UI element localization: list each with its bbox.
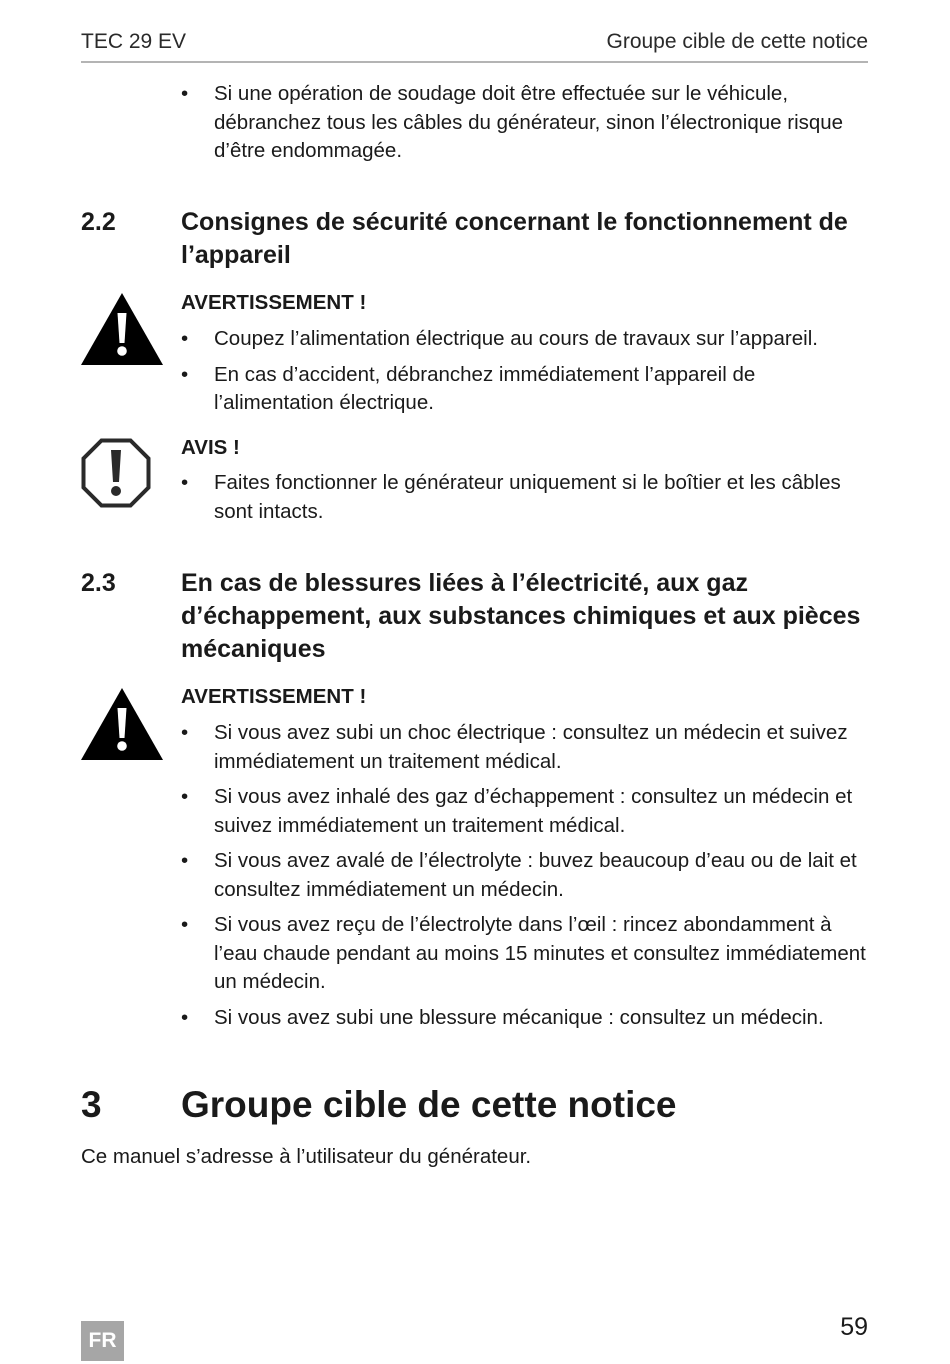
list-item: • Si vous avez reçu de l’électrolyte dans l’œil : rincez abondamment à l’eau chaude pendant au moins 15 minutes et consultez immédiatement un médecin. (181, 911, 871, 997)
warning-label: AVERTISSEMENT ! (181, 291, 367, 314)
page-header (81, 30, 868, 63)
list-item: • Faites fonctionner le générateur uniquement si le boîtier et les câbles sont intacts. (181, 469, 871, 526)
list-item: • Si vous avez avalé de l’électrolyte : buvez beaucoup d’eau ou de lait et consultez immédiatement un médecin. (181, 847, 871, 904)
language-badge: FR (81, 1321, 124, 1361)
warning-triangle-icon (81, 293, 163, 365)
list-item: • En cas d’accident, débranchez immédiatement l’appareil de l’alimentation électrique. (181, 361, 871, 418)
header-model: TEC 29 EV (81, 30, 187, 53)
list-item: • Si vous avez subi un choc électrique : consultez un médecin et suivez immédiatement un traitement médical. (181, 719, 871, 776)
warning-label: AVERTISSEMENT ! (181, 685, 367, 708)
section-number: 2.2 (81, 208, 116, 236)
warning-triangle-icon (81, 688, 163, 760)
warning-bullet-list (181, 325, 871, 425)
header-section-title: Groupe cible de cette notice (606, 30, 868, 53)
list-item: • Si vous avez subi une blessure mécanique : consultez un médecin. (181, 1004, 871, 1033)
chapter-number: 3 (81, 1084, 102, 1125)
list-item: • Si une opération de soudage doit être effectuée sur le véhicule, débranchez tous les câbles du générateur, sinon l’électronique risque d’être endommagée. (181, 80, 871, 166)
list-item: • Si vous avez inhalé des gaz d’échappement : consultez un médecin et suivez immédiatement un traitement médical. (181, 783, 871, 840)
chapter-body-text: Ce manuel s’adresse à l’utilisateur du générateur. (81, 1145, 532, 1168)
section-title: En cas de blessures liées à l’électricité, aux gaz d’échappement, aux substances chimiques et aux pièces mécaniques (181, 569, 861, 663)
notice-octagon-icon (81, 438, 151, 508)
warning-bullet-list (181, 719, 871, 1039)
list-item: • Coupez l’alimentation électrique au cours de travaux sur l’appareil. (181, 325, 871, 354)
intro-bullet-list (181, 80, 871, 173)
notice-label: AVIS ! (181, 436, 240, 459)
chapter-title: Groupe cible de cette notice (181, 1084, 677, 1125)
page-number: 59 (840, 1313, 868, 1341)
section-title: Consignes de sécurité concernant le fonctionnement de l’appareil (181, 208, 848, 269)
notice-bullet-list (181, 469, 871, 533)
section-number: 2.3 (81, 569, 116, 597)
